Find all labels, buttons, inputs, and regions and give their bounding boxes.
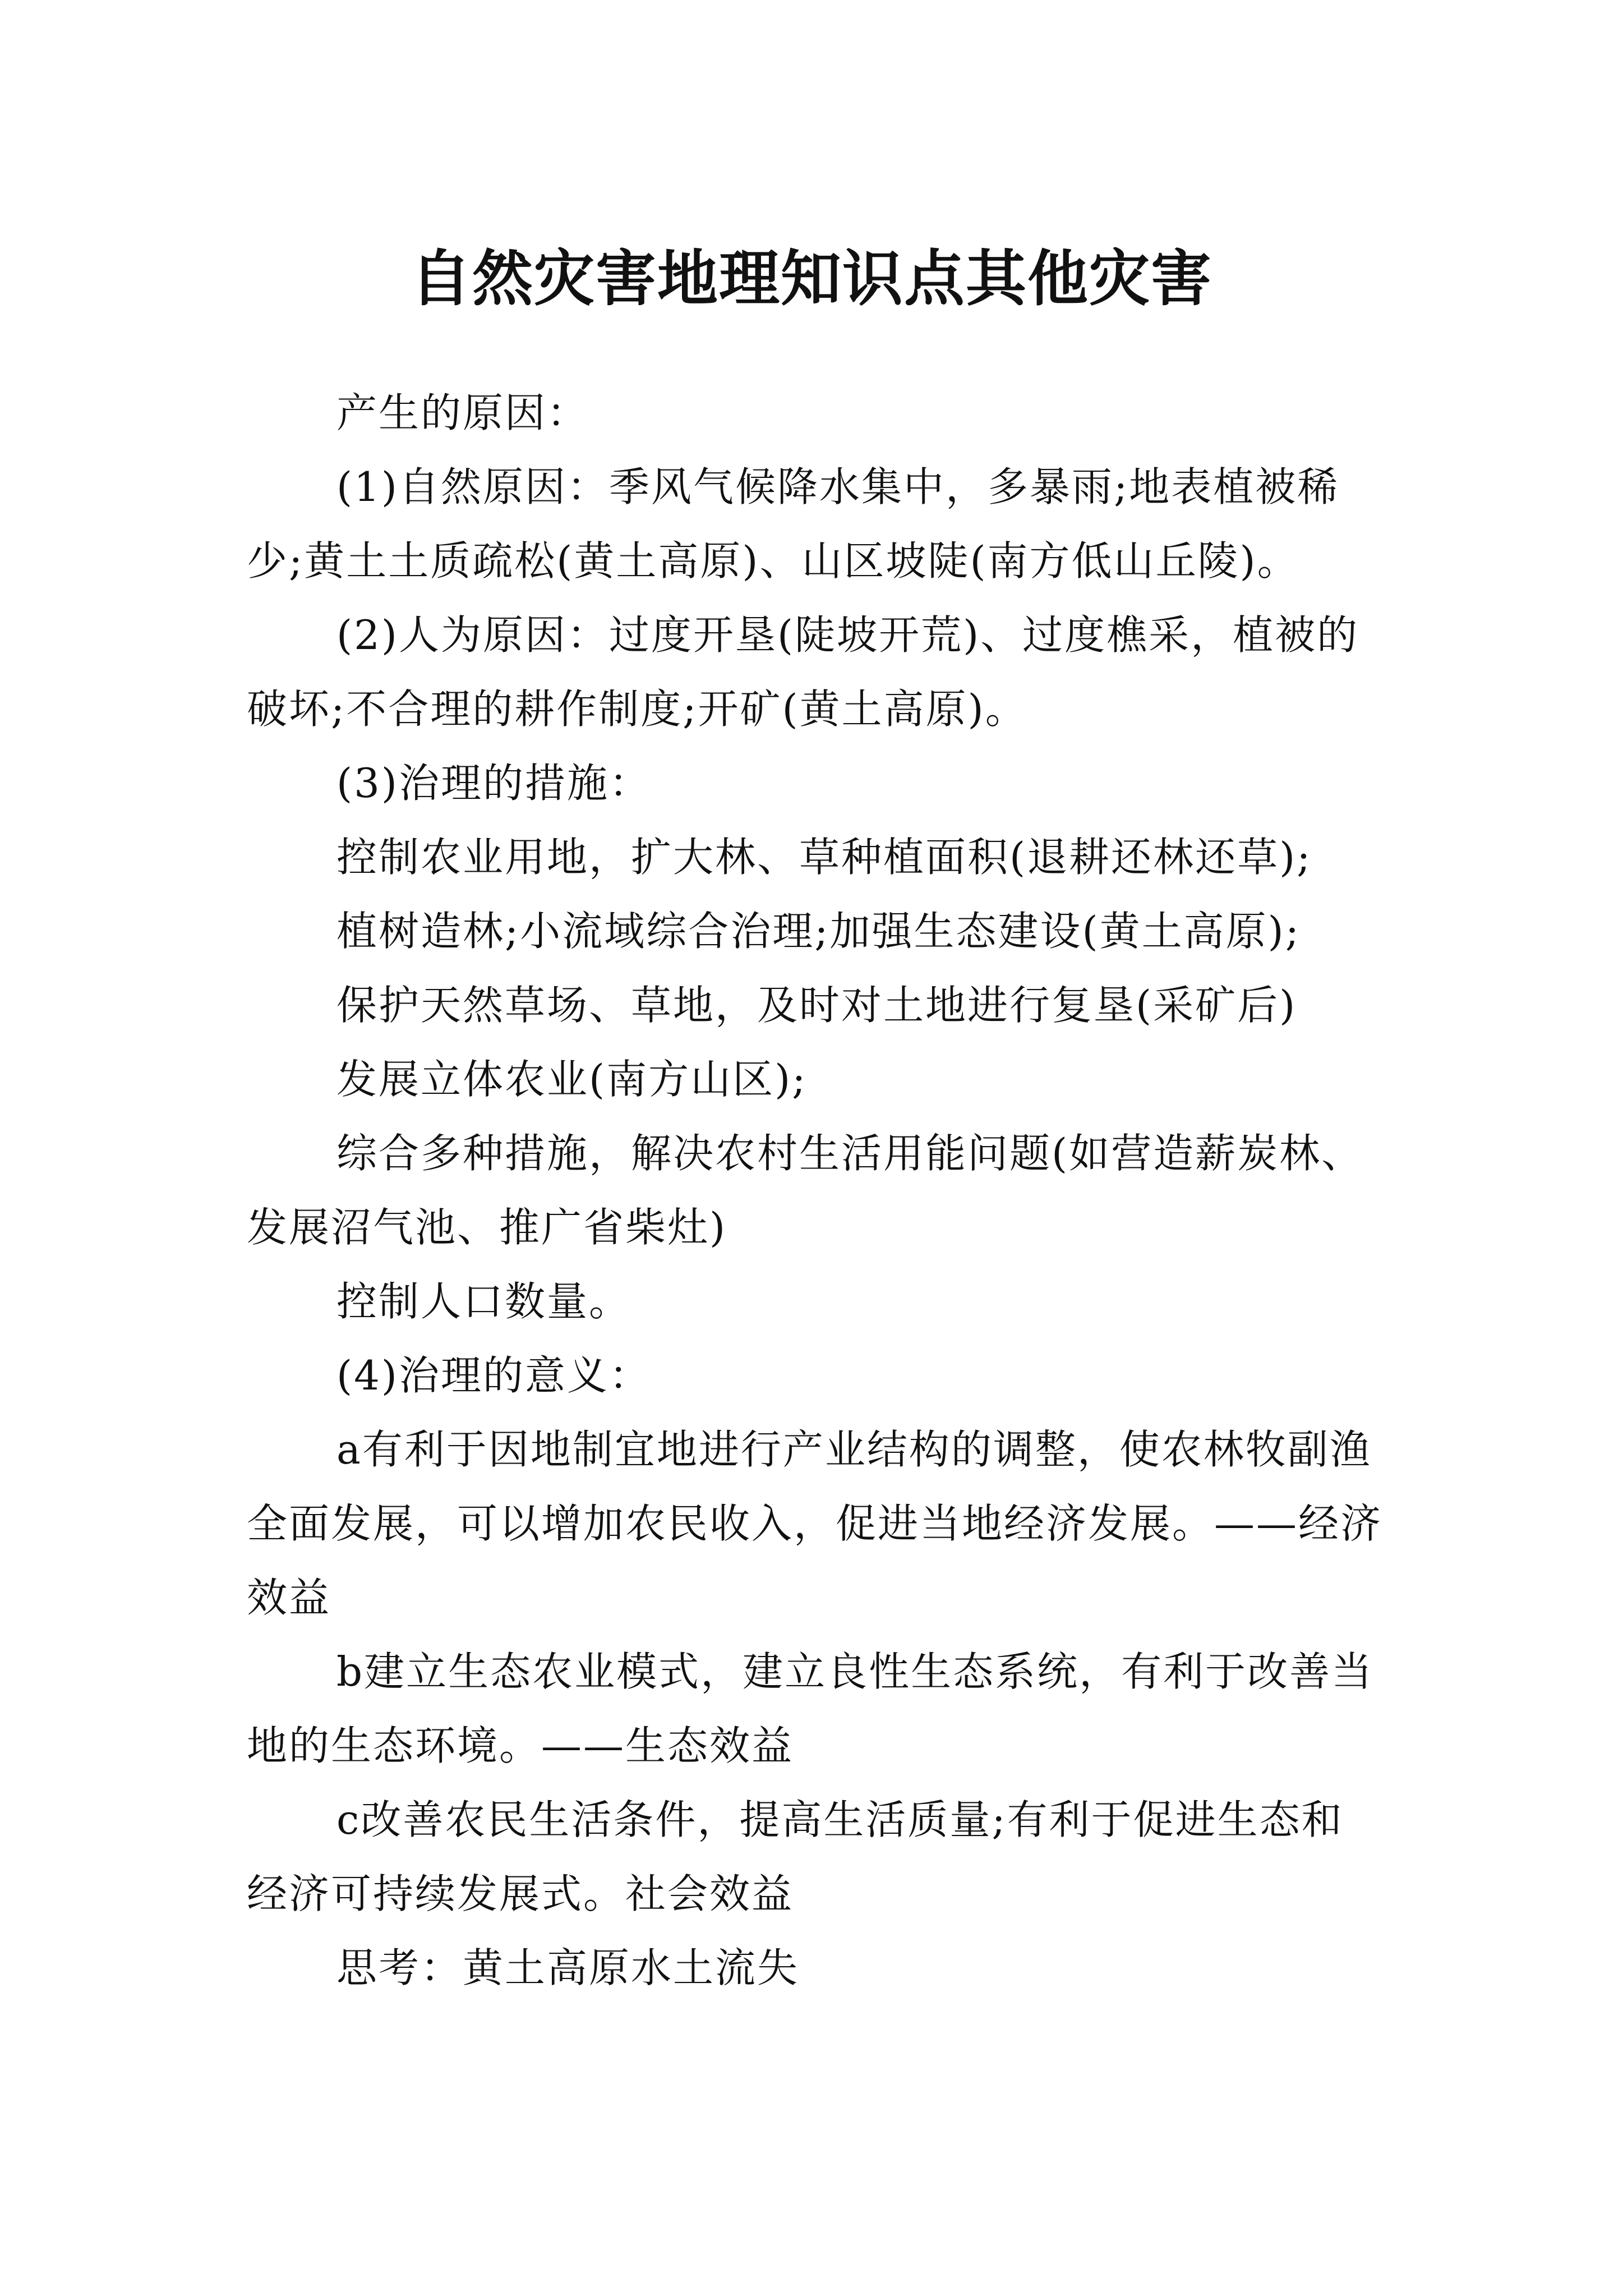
paragraph-measure-population: 控制人口数量。 [336,1278,631,1325]
paragraph-measures-heading: (3)治理的措施： [336,760,651,807]
document-title: 自然灾害地理知识点其他灾害 [410,243,1212,315]
paragraph-social-benefit: c改善农民生活条件，提高生活质量;有利于促进生态和经济可持续发展式。社会效益 [247,1796,1344,1917]
paragraph-measure-afforestation: 植树造林;小流域综合治理;加强生态建设(黄土高原); [336,908,1301,955]
paragraph-measure-energy: 综合多种措施，解决农村生活用能问题(如营造薪炭林、发展沼气池、推广省柴灶) [247,1130,1364,1251]
paragraph-measure-land-use: 控制农业用地，扩大林、草种植面积(退耕还林还草); [336,834,1312,881]
paragraph-ecological-benefit: b建立生态农业模式，建立良性生态系统，有利于改善当地的生态环境。——生态效益 [247,1648,1374,1769]
paragraph-economic-benefit: a有利于因地制宜地进行产业结构的调整，使农林牧副渔全面发展，可以增加农民收入，促进当地经济发展。——经济效益 [247,1426,1383,1621]
document-body [247,376,1385,2005]
paragraph-significance-heading: (4)治理的意义： [336,1352,651,1399]
paragraph-measure-grassland: 保护天然草场、草地，及时对土地进行复垦(采矿后) [336,982,1297,1029]
paragraph-causes-heading: 产生的原因： [336,389,589,436]
paragraph-natural-causes: (1)自然原因：季风气候降水集中，多暴雨;地表植被稀少;黄土土质疏松(黄土高原)、山区坡陡(南方低山丘陵)。 [247,463,1340,585]
paragraph-reflection: 思考：黄土高原水土流失 [336,1944,800,1991]
paragraph-human-causes: (2)人为原因：过度开垦(陡坡开荒)、过度樵采，植被的破坏;不合理的耕作制度;开矿(黄土高原)。 [247,611,1359,733]
paragraph-measure-agriculture: 发展立体农业(南方山区); [336,1056,808,1103]
